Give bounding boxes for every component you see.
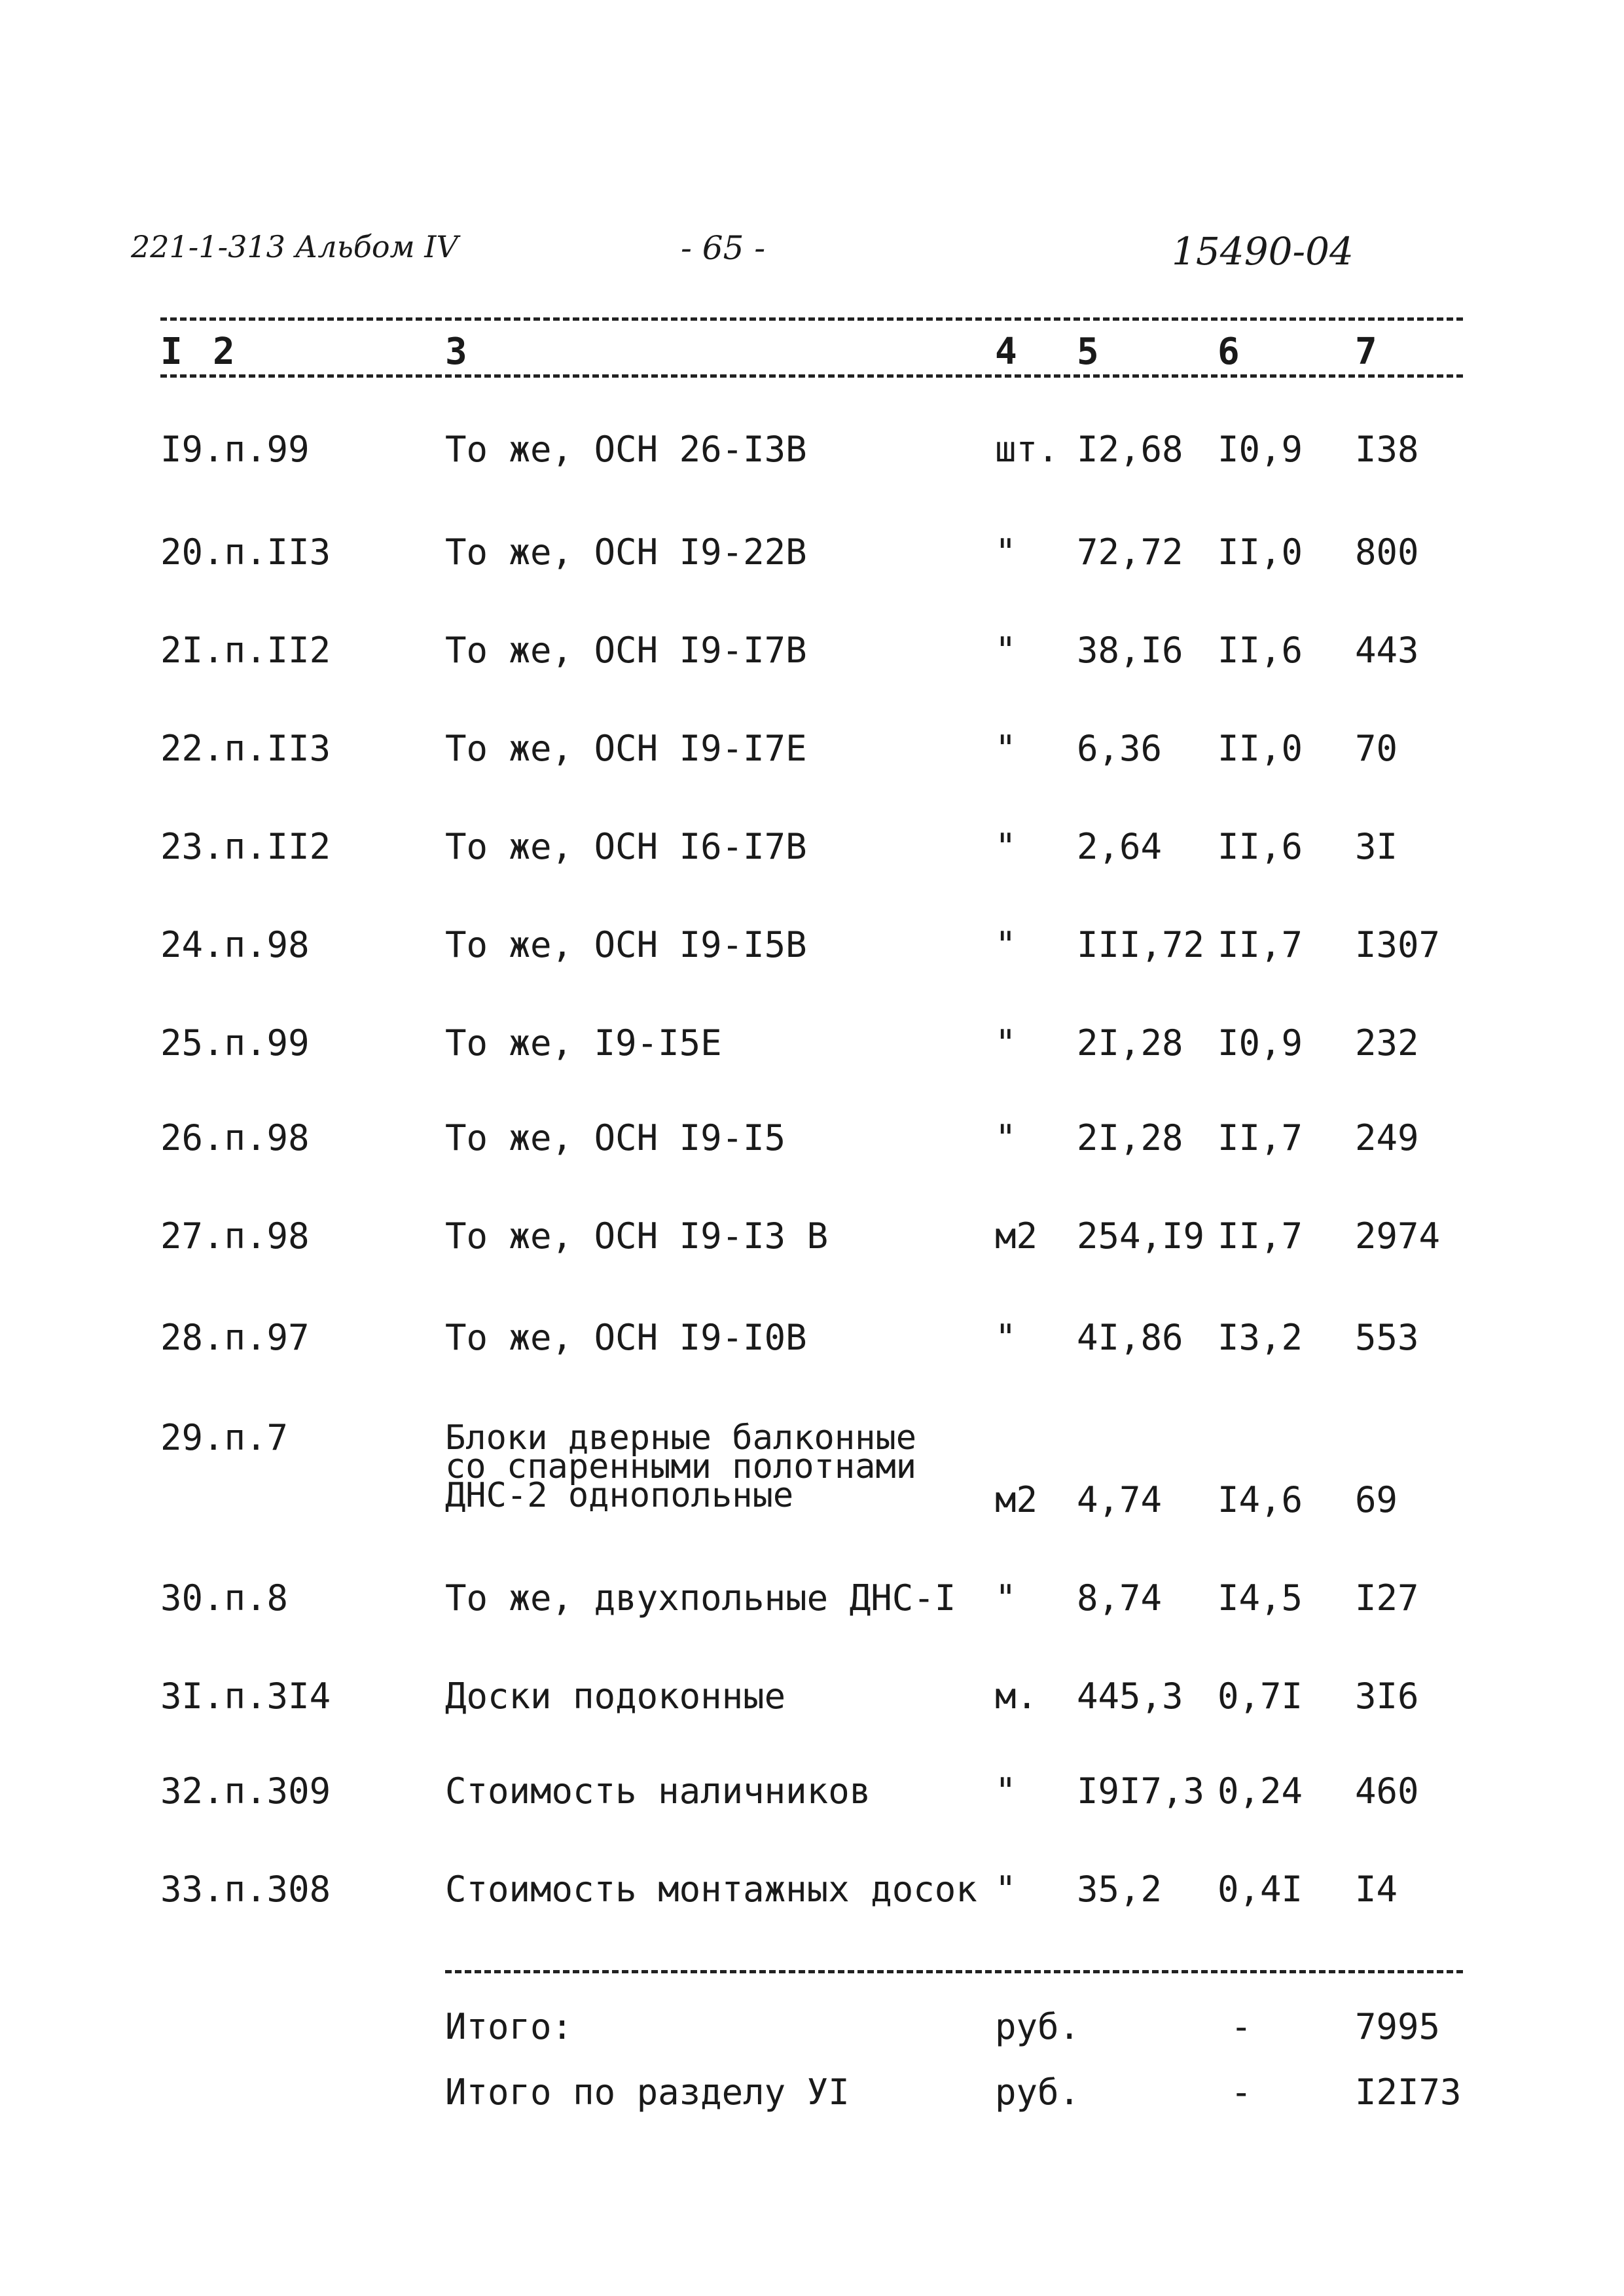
- table-row: [0, 924, 1624, 977]
- row-total: 2974: [1355, 1215, 1441, 1257]
- total-label: Итого по разделу УI: [445, 2072, 850, 2113]
- row-total: 232: [1355, 1022, 1419, 1064]
- header-bottom-rule: [160, 374, 1463, 378]
- row-ref: 20.п.II3: [160, 531, 331, 573]
- row-price: I4,5: [1218, 1577, 1303, 1619]
- row-price: 0,4I: [1218, 1869, 1303, 1910]
- row-name-line-3: ДНС-2 однопольные: [445, 1476, 794, 1515]
- row-quantity: 254,I9: [1077, 1215, 1205, 1257]
- row-total: I27: [1355, 1577, 1419, 1619]
- total-label: Итого:: [445, 2006, 573, 2047]
- row-quantity: 2,64: [1077, 826, 1163, 867]
- column-header-1: I: [160, 331, 183, 373]
- row-quantity: 6,36: [1077, 728, 1163, 769]
- row-total: 553: [1355, 1317, 1419, 1358]
- row-ref: 3I.п.3I4: [160, 1676, 331, 1717]
- row-unit: ": [995, 1317, 1017, 1358]
- row-quantity: 4I,86: [1077, 1317, 1183, 1358]
- row-unit: ": [995, 1869, 1017, 1910]
- row-quantity: 445,3: [1077, 1676, 1183, 1717]
- row-unit: м2: [995, 1479, 1038, 1520]
- table-row: [0, 826, 1624, 878]
- row-unit: ": [995, 531, 1017, 573]
- column-header-3: 3: [445, 331, 467, 373]
- row-ref: 27.п.98: [160, 1215, 310, 1257]
- row-price: I4,6: [1218, 1479, 1303, 1520]
- row-quantity: I9I7,3: [1077, 1770, 1205, 1812]
- row-price: II,6: [1218, 826, 1303, 867]
- row-quantity: 35,2: [1077, 1869, 1163, 1910]
- table-row: [0, 531, 1624, 584]
- row-unit: ": [995, 1022, 1017, 1064]
- table-row: [0, 1317, 1624, 1369]
- table-row: [0, 630, 1624, 682]
- row-total: I38: [1355, 429, 1419, 470]
- table-row: [0, 1869, 1624, 1921]
- row-quantity: 72,72: [1077, 531, 1183, 573]
- row-unit: м.: [995, 1676, 1038, 1717]
- column-header-4: 4: [995, 331, 1017, 373]
- row-total: 3I6: [1355, 1676, 1419, 1717]
- total-value: 7995: [1355, 2006, 1441, 2047]
- column-header-2: 2: [213, 331, 235, 373]
- row-name-line-2: со спаренными полотнами: [445, 1447, 917, 1486]
- row-price: II,7: [1218, 924, 1303, 965]
- table-row: [0, 728, 1624, 780]
- row-name: То же, ОСН I9-22В: [445, 531, 807, 573]
- row-ref: 33.п.308: [160, 1869, 331, 1910]
- row-name: То же, ОСН I9-I7Е: [445, 728, 807, 769]
- page-number: - 65 -: [681, 229, 766, 267]
- row-name-line-1: Блоки дверные балконные: [445, 1418, 917, 1458]
- archive-number: 15490-04: [1172, 229, 1354, 274]
- row-unit: ": [995, 1770, 1017, 1812]
- row-total: 800: [1355, 531, 1419, 573]
- row-unit: ": [995, 728, 1017, 769]
- row-ref: 2I.п.II2: [160, 630, 331, 671]
- table-row: [0, 1476, 1624, 1532]
- row-name: Стоимость монтажных досок: [445, 1869, 977, 1910]
- row-price: II,7: [1218, 1117, 1303, 1158]
- row-unit: ": [995, 1117, 1017, 1158]
- row-name: То же, ОСН I6-I7В: [445, 826, 807, 867]
- row-total: I4: [1355, 1869, 1398, 1910]
- row-price: 0,24: [1218, 1770, 1303, 1812]
- row-ref: 30.п.8: [160, 1577, 289, 1619]
- row-price: II,6: [1218, 630, 1303, 671]
- row-quantity: 38,I6: [1077, 630, 1183, 671]
- row-unit: ": [995, 1577, 1017, 1619]
- row-unit: ": [995, 826, 1017, 867]
- row-quantity: 8,74: [1077, 1577, 1163, 1619]
- total-unit: руб.: [995, 2072, 1081, 2113]
- row-ref: 24.п.98: [160, 924, 310, 965]
- row-ref: 29.п.7: [160, 1417, 289, 1458]
- row-ref: 28.п.97: [160, 1317, 310, 1358]
- row-ref: I9.п.99: [160, 429, 310, 470]
- total-dash: -: [1231, 2006, 1252, 2047]
- row-name: То же, ОСН I9-I5: [445, 1117, 786, 1158]
- row-total: 460: [1355, 1770, 1419, 1812]
- column-header-5: 5: [1077, 331, 1099, 373]
- row-price: I0,9: [1218, 429, 1303, 470]
- row-quantity: III,72: [1077, 924, 1205, 965]
- table-row: [0, 1022, 1624, 1075]
- section-totals-row: [0, 2072, 1624, 2124]
- table-row: [0, 429, 1624, 481]
- table-row: [0, 1117, 1624, 1170]
- row-name: Доски подоконные: [445, 1676, 786, 1717]
- row-quantity: 4,74: [1077, 1479, 1163, 1520]
- table-row: [0, 1577, 1624, 1630]
- table-row: [0, 1676, 1624, 1728]
- row-price: II,0: [1218, 728, 1303, 769]
- row-quantity: I2,68: [1077, 429, 1183, 470]
- document-code: 221-1-313 Альбом IV: [131, 229, 458, 264]
- row-ref: 32.п.309: [160, 1770, 331, 1812]
- row-unit: ": [995, 630, 1017, 671]
- row-name: То же, I9-I5Е: [445, 1022, 722, 1064]
- row-ref: 23.п.II2: [160, 826, 331, 867]
- totals-row: [0, 2006, 1624, 2058]
- row-unit: ": [995, 924, 1017, 965]
- total-value: I2I73: [1355, 2072, 1462, 2113]
- row-name: То же, ОСН I9-I0В: [445, 1317, 807, 1358]
- row-price: 0,7I: [1218, 1676, 1303, 1717]
- row-total: 70: [1355, 728, 1398, 769]
- row-name: То же, ОСН I9-I3 В: [445, 1215, 829, 1257]
- column-header-7: 7: [1355, 331, 1377, 373]
- row-price: II,7: [1218, 1215, 1303, 1257]
- table-row: [0, 1770, 1624, 1823]
- row-name: То же, ОСН I9-I5В: [445, 924, 807, 965]
- row-total: 249: [1355, 1117, 1419, 1158]
- row-name: Стоимость наличников: [445, 1770, 871, 1812]
- row-name: То же, двухпольные ДНС-I: [445, 1577, 956, 1619]
- row-name: То же, ОСН I9-I7В: [445, 630, 807, 671]
- row-quantity: 2I,28: [1077, 1117, 1183, 1158]
- column-header-6: 6: [1218, 331, 1240, 373]
- row-total: 3I: [1355, 826, 1398, 867]
- row-ref: 26.п.98: [160, 1117, 310, 1158]
- total-unit: руб.: [995, 2006, 1081, 2047]
- row-name: То же, ОСН 26-I3В: [445, 429, 807, 470]
- row-price: II,0: [1218, 531, 1303, 573]
- totals-rule: [445, 1970, 1463, 1973]
- row-unit: шт.: [995, 429, 1059, 470]
- table-row: [0, 1215, 1624, 1268]
- row-ref: 25.п.99: [160, 1022, 310, 1064]
- row-price: I0,9: [1218, 1022, 1303, 1064]
- row-total: 69: [1355, 1479, 1398, 1520]
- row-ref: 22.п.II3: [160, 728, 331, 769]
- total-dash: -: [1231, 2072, 1252, 2113]
- row-total: I307: [1355, 924, 1441, 965]
- row-price: I3,2: [1218, 1317, 1303, 1358]
- row-quantity: 2I,28: [1077, 1022, 1183, 1064]
- header-top-rule: [160, 317, 1463, 321]
- row-unit: м2: [995, 1215, 1038, 1257]
- row-total: 443: [1355, 630, 1419, 671]
